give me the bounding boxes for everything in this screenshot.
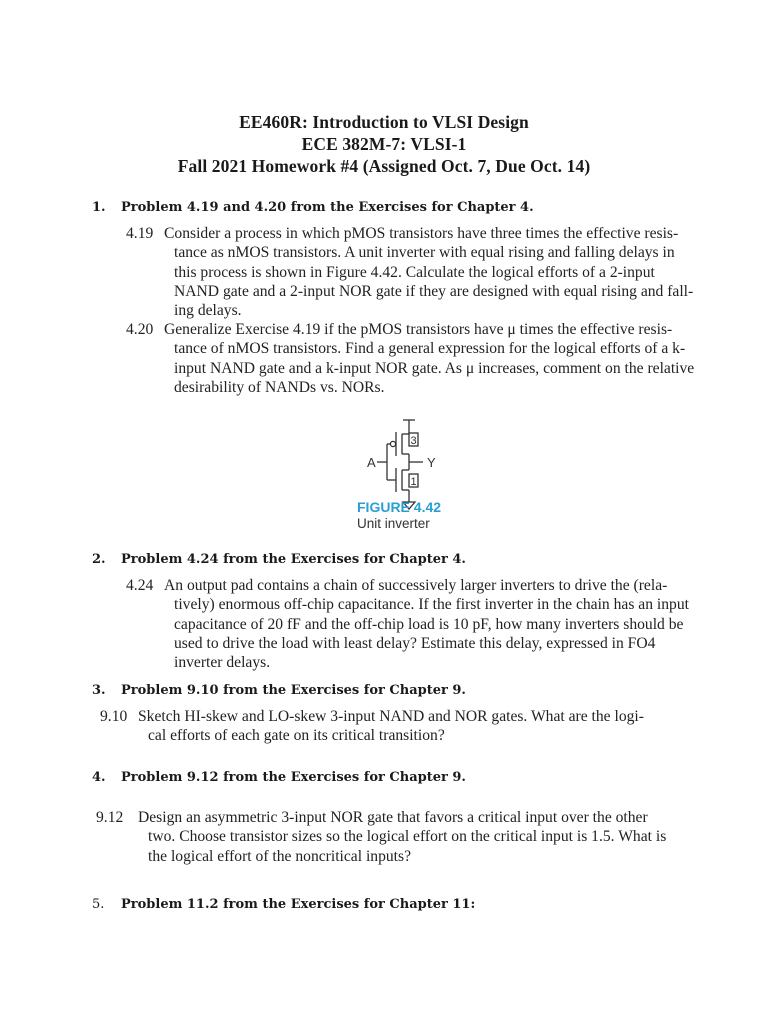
exercise-line: tance as nMOS transistors. A unit inverter with equal rising and falling delays in xyxy=(174,244,675,262)
exercise-number: 9.12 xyxy=(96,809,124,826)
exercise-line: input NAND gate and a k-input NOR gate. As μ increases, comment on the relative xyxy=(174,359,695,377)
question-title: Problem 9.10 from the Exercises for Chapter 9. xyxy=(121,683,466,698)
exercise-line: desirability of NANDs vs. NORs. xyxy=(174,378,385,396)
exercise-line: used to drive the load with least delay? Estimate this delay, expressed in FO4 xyxy=(174,634,656,652)
nmos-size-label: 1 xyxy=(410,476,417,488)
exercise-number: 4.20 xyxy=(126,321,154,338)
figure-label: FIGURE 4.42 xyxy=(357,499,442,515)
exercise-9-10 xyxy=(100,707,740,747)
exercise-line: Generalize Exercise 4.19 if the pMOS transistors have μ times the effective resis- xyxy=(164,321,673,338)
exercise-line: cal efforts of each gate on its critical transition? xyxy=(148,727,445,745)
pmos-size-label: 3 xyxy=(410,435,417,447)
exercise-4-19 xyxy=(126,224,746,324)
exercise-line: Consider a process in which pMOS transistors have three times the effective resis- xyxy=(164,225,679,242)
question-4-heading xyxy=(92,770,466,785)
exercise-line: this process is shown in Figure 4.42. Calculate the logical efforts of a 2-input xyxy=(174,263,655,281)
exercise-line: the logical effort of the noncritical inputs? xyxy=(148,847,411,865)
question-5-heading xyxy=(92,897,475,912)
homework-title: Fall 2021 Homework #4 (Assigned Oct. 7, Due Oct. 14) xyxy=(177,156,591,176)
exercise-number: 9.10 xyxy=(100,708,128,725)
pmos-bubble xyxy=(390,441,395,446)
course-title: EE460R: Introduction to VLSI Design xyxy=(239,112,529,132)
exercise-number: 4.24 xyxy=(126,577,154,594)
exercise-number: 4.19 xyxy=(126,225,154,242)
exercise-line: capacitance of 20 fF and the off-chip load is 10 pF, how many inverters should be xyxy=(174,615,684,633)
exercise-line: two. Choose transistor sizes so the logical effort on the critical input is 1.5. What is xyxy=(148,828,667,846)
document-header xyxy=(0,111,768,177)
exercise-line: Design an asymmetric 3-input NOR gate that favors a critical input over the other xyxy=(138,809,648,826)
question-number: 2. xyxy=(92,552,106,567)
exercise-line: NAND gate and a 2-input NOR gate if they are designed with equal rising and fall- xyxy=(174,282,694,300)
question-title: Problem 4.19 and 4.20 from the Exercises for Chapter 4. xyxy=(121,200,534,215)
exercise-4-20 xyxy=(126,320,746,400)
question-2-heading xyxy=(92,552,466,567)
input-label: A xyxy=(367,455,376,470)
figure-caption: Unit inverter xyxy=(357,516,430,531)
question-1-heading xyxy=(92,200,534,215)
question-3-heading xyxy=(92,683,466,698)
course-subtitle: ECE 382M-7: VLSI-1 xyxy=(301,134,467,154)
exercise-9-12 xyxy=(96,808,736,868)
question-number: 3. xyxy=(92,683,106,698)
question-title: Problem 4.24 from the Exercises for Chapter 4. xyxy=(121,552,466,567)
output-label: Y xyxy=(427,455,436,470)
exercise-line: Sketch HI-skew and LO-skew 3-input NAND and NOR gates. What are the logi- xyxy=(138,708,644,725)
exercise-line: An output pad contains a chain of successively larger inverters to drive the (rela- xyxy=(164,577,668,594)
exercise-line: ing delays. xyxy=(174,302,242,320)
exercise-line: tively) enormous off-chip capacitance. If the first inverter in the chain has an input xyxy=(174,596,689,614)
question-number: 4. xyxy=(92,770,106,785)
question-number: 5. xyxy=(92,897,105,912)
question-number: 1. xyxy=(92,200,106,215)
exercise-4-24 xyxy=(126,576,746,676)
exercise-line: tance of nMOS transistors. Find a general expression for the logical efforts of a k- xyxy=(174,340,686,358)
exercise-line: inverter delays. xyxy=(174,654,271,672)
question-title: Problem 9.12 from the Exercises for Chapter 9. xyxy=(121,770,466,785)
question-title: Problem 11.2 from the Exercises for Chapter 11: xyxy=(121,897,476,912)
